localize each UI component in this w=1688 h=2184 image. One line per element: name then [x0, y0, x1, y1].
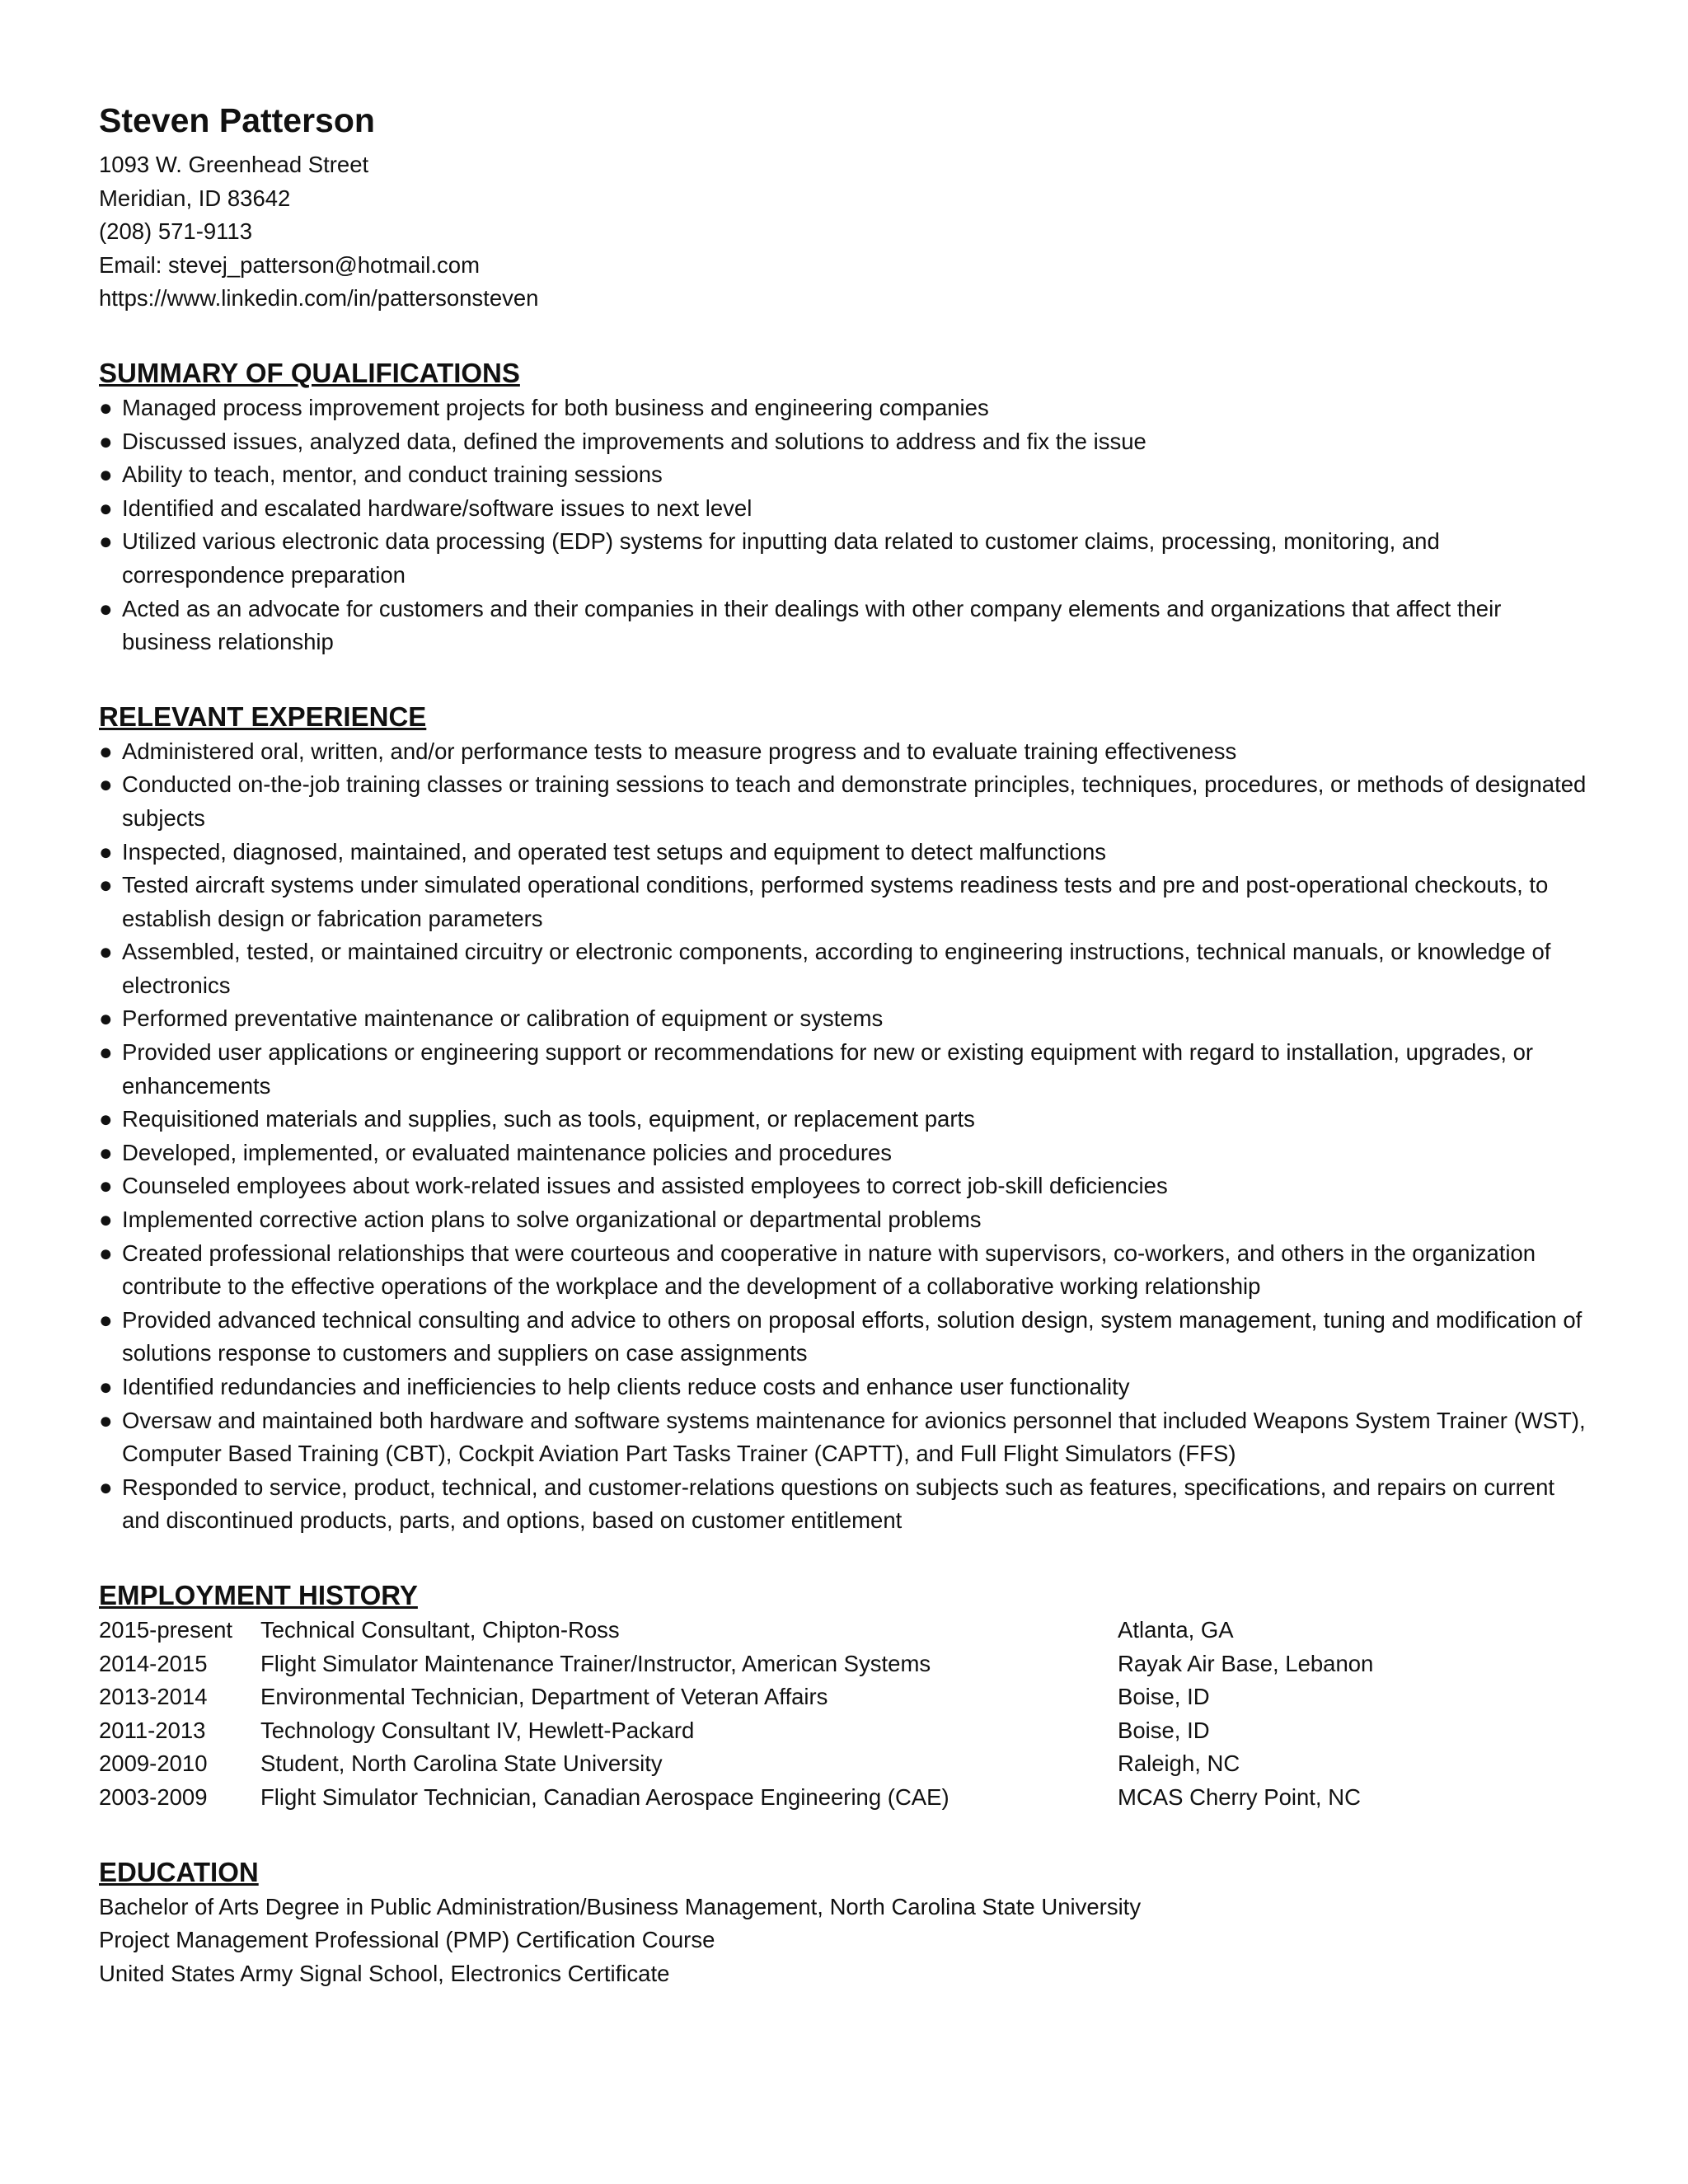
- list-item: [99, 593, 1589, 659]
- list-item: [99, 458, 1589, 492]
- list-item: [99, 1237, 1589, 1304]
- table-row: [99, 1614, 1589, 1647]
- job-location: MCAS Cherry Point, NC: [1118, 1783, 1361, 1810]
- job-years: 2015-present: [99, 1616, 233, 1643]
- bullet-icon: ●: [99, 1240, 113, 1266]
- bullet-icon: ●: [99, 838, 113, 865]
- bullet-icon: ●: [99, 1005, 113, 1032]
- address-line-2: Meridian, ID 83642: [99, 185, 291, 211]
- list-item-text: Administered oral, written, and/or performance tests to measure progress and to evaluate training effectiveness: [122, 738, 1237, 764]
- list-item-text: Provided advanced technical consulting and advice to others on proposal efforts, solution design, system management, tuning and modification of solutions response to customers and suppliers on case assignments: [122, 1306, 1582, 1366]
- list-item: [99, 1203, 1589, 1237]
- list-item: [99, 735, 1589, 769]
- job-title: Environmental Technician, Department of Veteran Affairs: [260, 1684, 828, 1710]
- education-heading: EDUCATION: [99, 1856, 259, 1887]
- list-item-text: Tested aircraft systems under simulated operational conditions, performed systems readiness tests and pre and post-operational checkouts, to establish design or fabrication parameters: [122, 872, 1549, 931]
- bullet-icon: ●: [99, 394, 113, 420]
- job-years: 2009-2010: [99, 1750, 208, 1777]
- list-item-text: Responded to service, product, technical, and customer-relations questions on subjects such as features, specifications, and repairs on current and discontinued products, parts, and options, based on customer entitlement: [122, 1474, 1555, 1534]
- job-years: 2011-2013: [99, 1717, 206, 1743]
- list-item: [99, 1371, 1589, 1404]
- job-title: Student, North Carolina State University: [260, 1750, 663, 1777]
- list-item: [99, 1103, 1589, 1137]
- bullet-icon: ●: [99, 428, 113, 454]
- experience-section: [99, 699, 1589, 1538]
- bullet-icon: ●: [99, 1106, 113, 1132]
- applicant-name: Steven Patterson: [99, 101, 375, 139]
- education-item: Bachelor of Arts Degree in Public Administration/Business Management, North Carolina State University: [99, 1893, 1142, 1919]
- list-item-text: Managed process improvement projects for both business and engineering companies: [122, 394, 989, 420]
- bullet-icon: ●: [99, 494, 113, 521]
- list-item-text: Created professional relationships that were courteous and cooperative in nature with supervisors, co-workers, and others in the organization contribute to the effective operations of the workplace and the development of a collaborative working relationship: [122, 1240, 1536, 1300]
- list-item: [99, 391, 1589, 425]
- job-location: Boise, ID: [1118, 1717, 1210, 1743]
- list-item-text: Oversaw and maintained both hardware and software systems maintenance for avionics personnel that included Weapons System Trainer (WST), Computer Based Training (CBT), Cockpit Aviation Part Tasks Trainer (CAPTT), and Full Flight Simulators (FFS): [122, 1407, 1586, 1467]
- list-item-text: Utilized various electronic data processing (EDP) systems for inputting data related to customer claims, processing, monitoring, and correspondence preparation: [122, 528, 1440, 588]
- table-row: [99, 1680, 1589, 1714]
- table-row: [99, 1714, 1589, 1748]
- bullet-icon: ●: [99, 1407, 113, 1433]
- education-item: United States Army Signal School, Electronics Certificate: [99, 1960, 670, 1986]
- bullet-icon: ●: [99, 595, 113, 621]
- email-address: Email: stevej_patterson@hotmail.com: [99, 251, 480, 278]
- list-item-text: Ability to teach, mentor, and conduct training sessions: [122, 462, 663, 488]
- bullet-icon: ●: [99, 462, 113, 488]
- bullet-icon: ●: [99, 738, 113, 764]
- table-row: [99, 1647, 1589, 1681]
- list-item: [99, 525, 1589, 592]
- bullet-icon: ●: [99, 1039, 113, 1066]
- list-item: [99, 1137, 1589, 1170]
- job-title: Technology Consultant IV, Hewlett-Packard: [260, 1717, 695, 1743]
- address-line-1: 1093 W. Greenhead Street: [99, 152, 369, 177]
- bullet-icon: ●: [99, 939, 113, 965]
- list-item-text: Counseled employees about work-related issues and assisted employees to correct job-skill deficiencies: [122, 1173, 1168, 1199]
- employment-table: [99, 1614, 1589, 1815]
- list-item: [99, 1002, 1589, 1036]
- resume-header: [99, 97, 1589, 316]
- employment-heading: EMPLOYMENT HISTORY: [99, 1579, 418, 1610]
- experience-heading: RELEVANT EXPERIENCE: [99, 701, 427, 732]
- list-item: [99, 1169, 1589, 1203]
- bullet-icon: ●: [99, 528, 113, 555]
- job-location: Rayak Air Base, Lebanon: [1118, 1650, 1374, 1676]
- list-item: [99, 935, 1589, 1002]
- list-item-text: Provided user applications or engineering support or recommendations for new or existing equipment with regard to installation, upgrades, or enhancements: [122, 1039, 1534, 1099]
- list-item: [99, 768, 1589, 835]
- summary-section: [99, 355, 1589, 659]
- list-item-text: Conducted on-the-job training classes or training sessions to teach and demonstrate principles, techniques, procedures, or methods of designated subjects: [122, 771, 1587, 831]
- bullet-icon: ●: [99, 1374, 113, 1399]
- list-item-text: Acted as an advocate for customers and their companies in their dealings with other company elements and organizations that affect their business relationship: [122, 595, 1502, 655]
- list-item-text: Identified and escalated hardware/software issues to next level: [122, 494, 753, 521]
- summary-heading: SUMMARY OF QUALIFICATIONS: [99, 357, 520, 388]
- list-item: [99, 1471, 1589, 1538]
- list-item: [99, 1036, 1589, 1103]
- list-item-text: Requisitioned materials and supplies, such as tools, equipment, or replacement parts: [122, 1106, 975, 1132]
- list-item: [99, 1304, 1589, 1371]
- list-item: [99, 492, 1589, 526]
- table-row: [99, 1781, 1589, 1815]
- education-section: [99, 1854, 1589, 1991]
- list-item-text: Performed preventative maintenance or calibration of equipment or systems: [122, 1005, 884, 1032]
- table-row: [99, 1747, 1589, 1781]
- job-title: Technical Consultant, Chipton-Ross: [260, 1616, 620, 1643]
- summary-list: [99, 391, 1589, 659]
- bullet-icon: ●: [99, 872, 113, 898]
- bullet-icon: ●: [99, 1474, 113, 1500]
- experience-list: [99, 735, 1589, 1538]
- list-item: [99, 425, 1589, 459]
- list-item-text: Implemented corrective action plans to solve organizational or departmental problems: [122, 1207, 982, 1233]
- job-years: 2003-2009: [99, 1783, 208, 1810]
- list-item-text: Developed, implemented, or evaluated maintenance policies and procedures: [122, 1139, 893, 1165]
- list-item: [99, 836, 1589, 869]
- list-item-text: Discussed issues, analyzed data, defined the improvements and solutions to address and fix the issue: [122, 428, 1146, 454]
- list-item: [99, 869, 1589, 935]
- list-item: [99, 1404, 1589, 1471]
- education-item: Project Management Professional (PMP) Certification Course: [99, 1927, 715, 1953]
- job-location: Atlanta, GA: [1118, 1616, 1234, 1643]
- list-item-text: Assembled, tested, or maintained circuitry or electronic components, according to engineering instructions, technical manuals, or knowledge of electronics: [122, 939, 1551, 998]
- linkedin-url: https://www.linkedin.com/in/pattersonsteven: [99, 285, 539, 312]
- job-location: Raleigh, NC: [1118, 1750, 1240, 1777]
- bullet-icon: ●: [99, 1306, 113, 1333]
- employment-section: [99, 1577, 1589, 1815]
- bullet-icon: ●: [99, 1207, 113, 1233]
- bullet-icon: ●: [99, 1139, 113, 1165]
- phone-number: (208) 571-9113: [99, 218, 253, 245]
- bullet-icon: ●: [99, 771, 113, 798]
- list-item-text: Inspected, diagnosed, maintained, and operated test setups and equipment to detect malfunctions: [122, 838, 1106, 865]
- list-item-text: Identified redundancies and inefficiencies to help clients reduce costs and enhance user functionality: [122, 1374, 1130, 1399]
- job-title: Flight Simulator Maintenance Trainer/Instructor, American Systems: [260, 1650, 931, 1676]
- job-location: Boise, ID: [1118, 1684, 1210, 1710]
- job-title: Flight Simulator Technician, Canadian Aerospace Engineering (CAE): [260, 1783, 950, 1810]
- bullet-icon: ●: [99, 1173, 113, 1199]
- job-years: 2013-2014: [99, 1684, 208, 1710]
- job-years: 2014-2015: [99, 1650, 208, 1676]
